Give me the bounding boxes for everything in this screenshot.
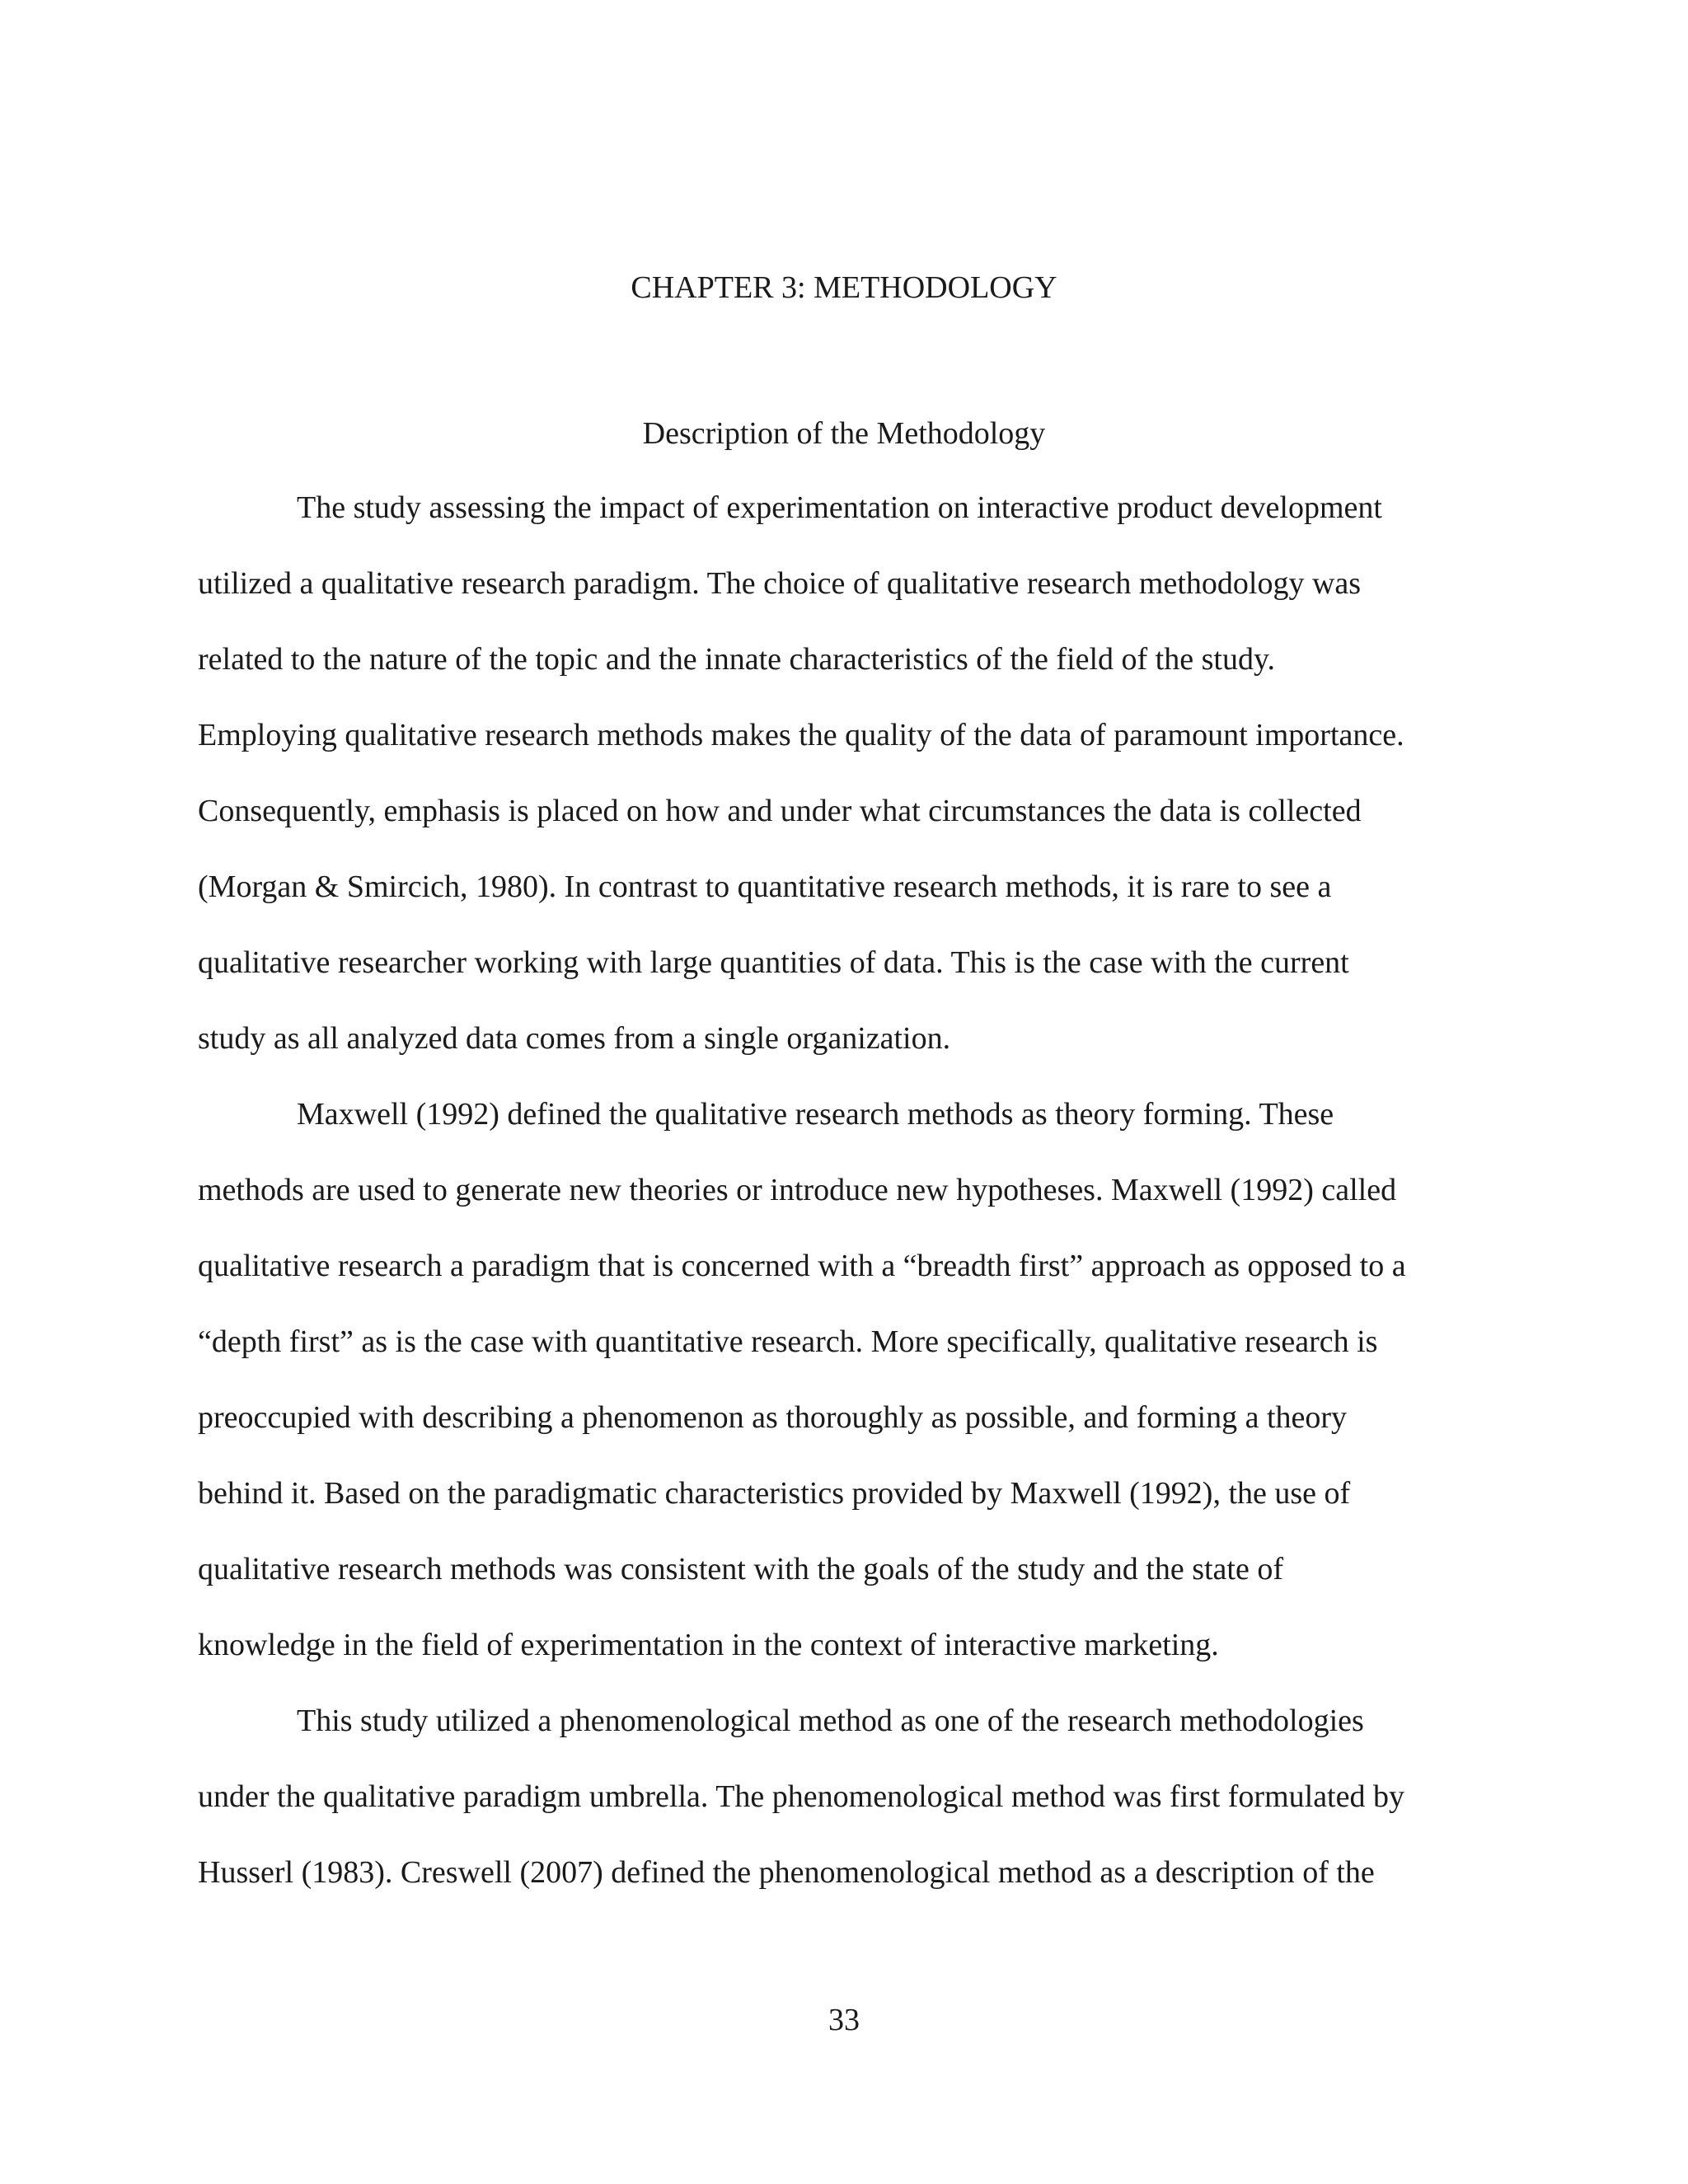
text-line: Consequently, emphasis is placed on how and under what circumstances the data is collected	[198, 794, 1362, 828]
text-line: under the qualitative paradigm umbrella. The phenomenological method was first formulated by	[198, 1779, 1404, 1814]
text-line: Employing qualitative research methods makes the quality of the data of paramount importance.	[198, 718, 1404, 752]
text-line: The study assessing the impact of experimentation on interactive product development	[297, 490, 1382, 525]
text-line: (Morgan & Smircich, 1980). In contrast to quantitative research methods, it is rare to see a	[198, 869, 1332, 904]
text-line: qualitative research a paradigm that is concerned with a “breadth first” approach as opposed to a	[198, 1249, 1406, 1283]
text-line: Maxwell (1992) defined the qualitative research methods as theory forming. These	[297, 1097, 1334, 1132]
text-line: knowledge in the field of experimentation in the context of interactive marketing.	[198, 1628, 1219, 1662]
text-line: behind it. Based on the paradigmatic characteristics provided by Maxwell (1992), the use of	[198, 1476, 1351, 1511]
text-line: “depth first” as is the case with quantitative research. More specifically, qualitative research is	[198, 1324, 1378, 1359]
text-line: qualitative researcher working with large quantities of data. This is the case with the current	[198, 945, 1349, 980]
text-line: study as all analyzed data comes from a single organization.	[198, 1021, 951, 1056]
text-line: utilized a qualitative research paradigm. The choice of qualitative research methodology was	[198, 566, 1362, 601]
section-heading: Description of the Methodology	[642, 416, 1046, 451]
page-number: 33	[828, 2003, 860, 2037]
text-line: methods are used to generate new theories or introduce new hypotheses. Maxwell (1992) called	[198, 1173, 1397, 1207]
text-line: related to the nature of the topic and the innate characteristics of the field of the study.	[198, 642, 1275, 677]
text-line: This study utilized a phenomenological method as one of the research methodologies	[297, 1704, 1364, 1738]
text-line: Husserl (1983). Creswell (2007) defined the phenomenological method as a description of the	[198, 1855, 1375, 1890]
text-line: qualitative research methods was consistent with the goals of the study and the state of	[198, 1552, 1283, 1586]
chapter-title: CHAPTER 3: METHODOLOGY	[631, 270, 1057, 305]
text-line: preoccupied with describing a phenomenon as thoroughly as possible, and forming a theory	[198, 1400, 1348, 1435]
